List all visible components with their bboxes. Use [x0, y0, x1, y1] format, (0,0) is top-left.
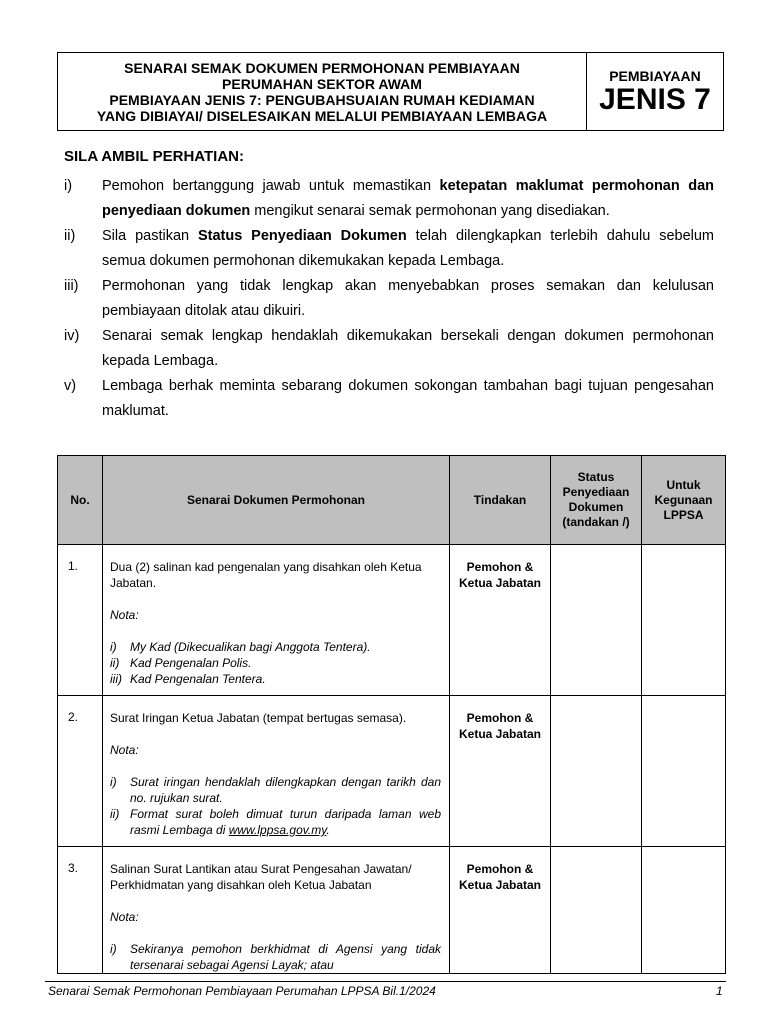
financing-type: JENIS 7 — [599, 82, 711, 116]
nota-item — [110, 806, 441, 838]
nota-text: My Kad (Dikecualikan bagi Anggota Tentera). — [130, 640, 371, 654]
notice-list — [64, 174, 714, 424]
nota-text: Kad Pengenalan Polis. — [130, 656, 252, 670]
row-number: 1. — [58, 545, 103, 696]
lppsa-use-cell — [642, 847, 726, 974]
nota-item — [110, 774, 441, 806]
nota-item — [110, 671, 441, 687]
status-checkbox-cell[interactable] — [551, 847, 642, 974]
notice-item — [64, 174, 714, 224]
financing-label: PEMBIAYAAN — [609, 67, 701, 84]
status-checkbox-cell[interactable] — [551, 696, 642, 847]
notice-number: iv) — [64, 328, 80, 344]
table-row — [58, 696, 726, 847]
document-text: Surat Iringan Ketua Jabatan (tempat bertugas semasa). — [110, 711, 407, 725]
notice-text-part: Sila pastikan — [102, 228, 198, 244]
notice-text: Permohonan yang tidak lengkap akan menyebabkan proses semakan dan kelulusan pembiayaan ditolak atau dikuiri. — [102, 278, 714, 319]
title-line: YANG DIBIAYAI/ DISELESAIKAN MELALUI PEMBIAYAAN LEMBAGA — [96, 107, 548, 124]
lppsa-use-cell — [642, 696, 726, 847]
nota-label: Nota: — [110, 608, 139, 622]
notice-text: Senarai semak lengkap hendaklah dikemukakan bersekali dengan dokumen permohonan kepada Lembaga. — [102, 328, 714, 369]
notice-number: ii) — [64, 228, 76, 244]
nota-text: Sekiranya pemohon berkhidmat di Agensi yang tidak tersenarai sebagai Agensi Layak; atau — [130, 942, 441, 972]
document-text: Dua (2) salinan kad pengenalan yang disahkan oleh Ketua Jabatan. — [110, 560, 422, 590]
table-header-row — [58, 456, 726, 545]
lppsa-use-cell — [642, 545, 726, 696]
notice-title: SILA AMBIL PERHATIAN: — [64, 148, 244, 165]
footer-divider — [45, 981, 726, 982]
lppsa-website-link[interactable]: www.lppsa.gov.my — [228, 823, 327, 837]
notice-item — [64, 224, 714, 274]
nota-number: i) — [110, 942, 117, 956]
status-checkbox-cell[interactable] — [551, 545, 642, 696]
notice-text — [102, 174, 714, 224]
table-row — [58, 847, 726, 974]
nota-number: i) — [110, 640, 117, 654]
document-description — [103, 847, 450, 974]
nota-item — [110, 655, 441, 671]
nota-list — [110, 774, 441, 838]
notice-number: v) — [64, 378, 77, 394]
nota-text: Format surat boleh dimuat turun daripada laman web rasmi Lembaga di www.lppsa.gov.my. — [130, 807, 441, 837]
notice-text-part: mengikut senarai semak permohonan yang disediakan. — [250, 203, 610, 219]
notice-item — [64, 274, 714, 324]
nota-list — [110, 639, 441, 687]
nota-number: i) — [110, 775, 117, 789]
notice-item — [64, 374, 714, 424]
page-number: 1 — [716, 984, 723, 998]
footer-text: Senarai Semak Permohonan Pembiayaan Perumahan LPPSA Bil.1/2024 — [48, 984, 436, 998]
document-description — [103, 545, 450, 696]
header-no: No. — [58, 456, 103, 545]
notice-text — [102, 224, 714, 274]
notice-item — [64, 324, 714, 374]
document-text: Salinan Surat Lantikan atau Surat Pengesahan Jawatan/ Perkhidmatan yang disahkan oleh Ketua Jabatan — [110, 862, 412, 892]
title-line: PERUMAHAN SEKTOR AWAM — [222, 75, 422, 92]
nota-label: Nota: — [110, 910, 139, 924]
notice-text-part: Pemohon bertanggung jawab untuk memastikan — [102, 178, 440, 194]
notice-text-bold: Status Penyediaan Dokumen — [197, 228, 407, 244]
header-status: Status Penyediaan Dokumen (tandakan /) — [551, 456, 642, 545]
notice-text-part: telah dilengkapkan terlebih dahulu sebelum semua dokumen permohonan dikemukakan kepada Lembaga. — [102, 228, 714, 269]
header-lppsa-use: Untuk Kegunaan LPPSA — [642, 456, 726, 545]
financing-type-box — [587, 53, 723, 130]
header-box — [57, 52, 724, 131]
title-line: SENARAI SEMAK DOKUMEN PERMOHONAN PEMBIAYAAN — [124, 59, 520, 76]
action-cell: Pemohon & Ketua Jabatan — [450, 545, 551, 696]
notice-number: iii) — [64, 278, 79, 294]
nota-text: Surat iringan hendaklah dilengkapkan dengan tarikh dan no. rujukan surat. — [130, 775, 441, 805]
document-description — [103, 696, 450, 847]
nota-item — [110, 639, 441, 655]
notice-text-bold: ketepatan maklumat permohonan dan penyediaan dokumen — [102, 178, 714, 219]
title-line: PEMBIAYAAN JENIS 7: PENGUBAHSUAIAN RUMAH KEDIAMAN — [109, 91, 535, 108]
document-checklist-table — [57, 455, 726, 974]
nota-number: ii) — [110, 656, 120, 670]
notice-number: i) — [64, 178, 73, 194]
row-number: 3. — [58, 847, 103, 974]
row-number: 2. — [58, 696, 103, 847]
table-row — [58, 545, 726, 696]
nota-label: Nota: — [110, 743, 139, 757]
action-cell: Pemohon & Ketua Jabatan — [450, 847, 551, 974]
notice-text: Lembaga berhak meminta sebarang dokumen sokongan tambahan bagi tujuan pengesahan maklumat. — [102, 378, 714, 419]
document-title — [58, 53, 587, 130]
nota-number: iii) — [110, 672, 122, 686]
header-action: Tindakan — [450, 456, 551, 545]
nota-list — [110, 941, 441, 973]
nota-item — [110, 941, 441, 973]
action-cell: Pemohon & Ketua Jabatan — [450, 696, 551, 847]
nota-text: Kad Pengenalan Tentera. — [130, 672, 266, 686]
nota-number: ii) — [110, 807, 120, 821]
header-document-list: Senarai Dokumen Permohonan — [103, 456, 450, 545]
